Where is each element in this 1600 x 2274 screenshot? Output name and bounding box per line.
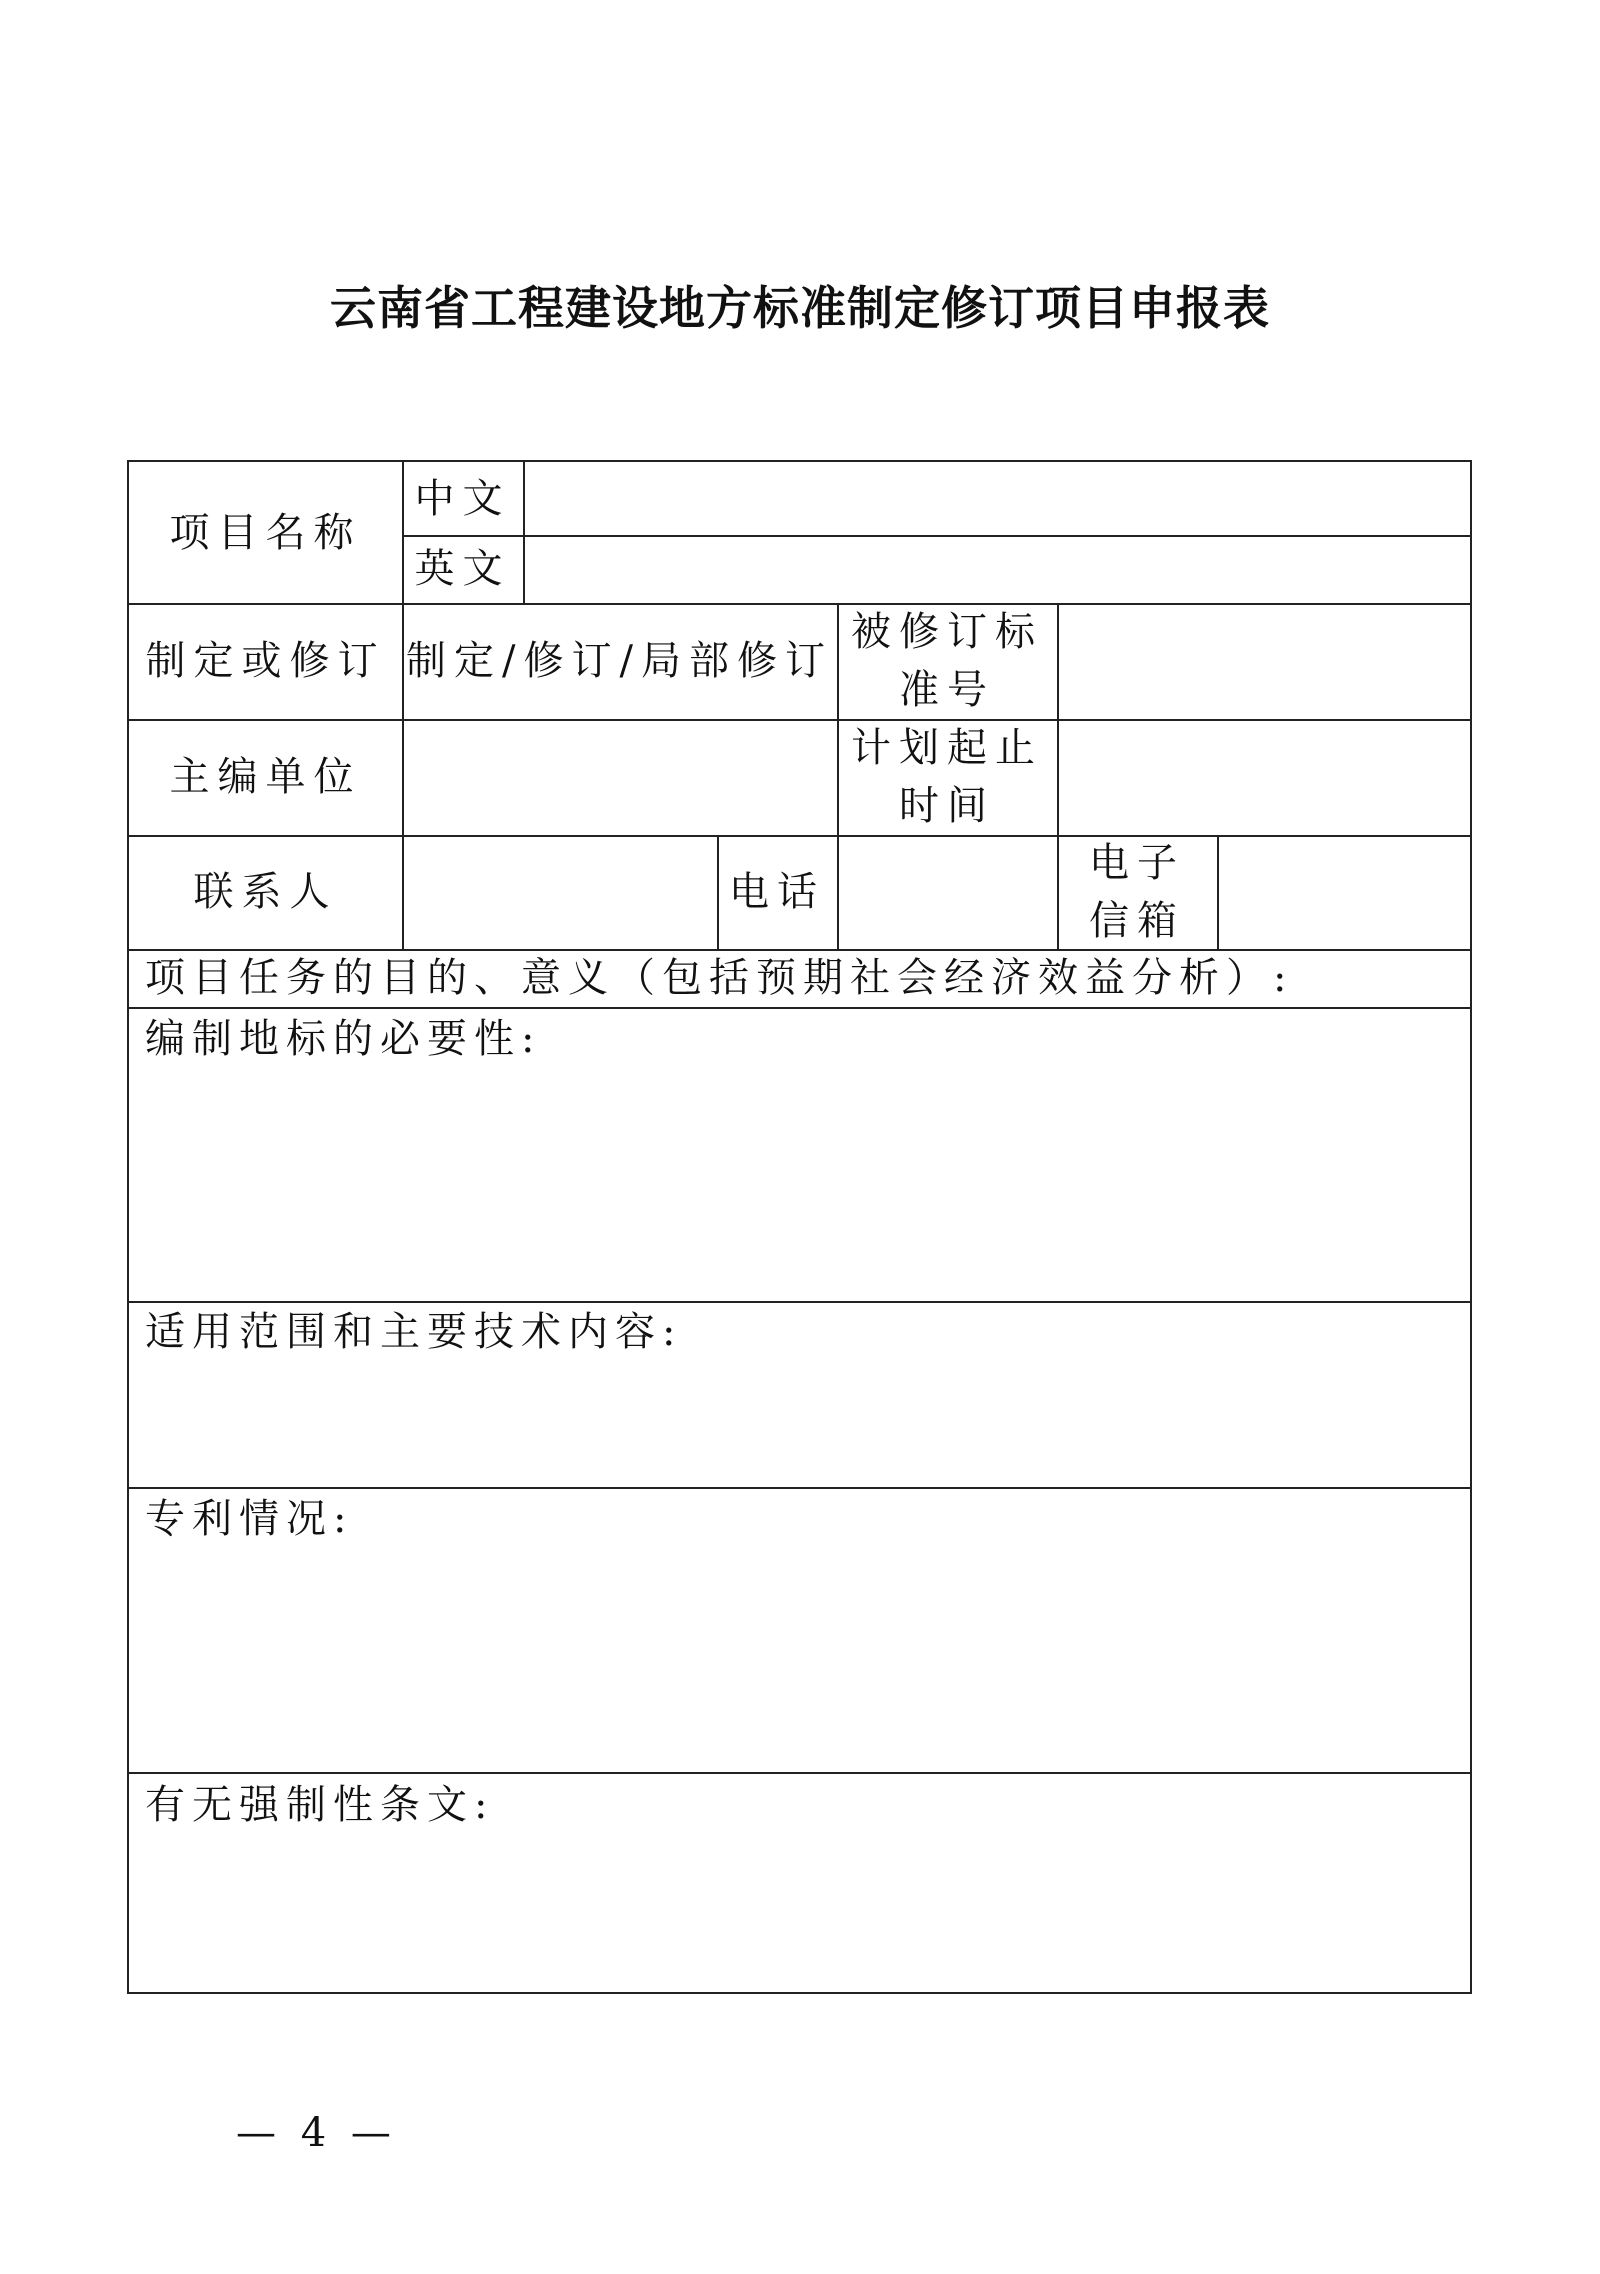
chief-unit-field[interactable] — [402, 719, 837, 835]
plan-time-field[interactable] — [1057, 719, 1472, 835]
revised-standard-label-line1: 被修订标 — [851, 609, 1043, 655]
rule-row4-bottom — [129, 949, 1472, 951]
revised-standard-field[interactable] — [1057, 603, 1472, 719]
english-name-field[interactable] — [523, 535, 1472, 603]
email-label-line2: 信箱 — [1089, 898, 1185, 944]
rule-scope-bottom — [129, 1487, 1472, 1489]
chinese-label: 中文 — [414, 475, 511, 522]
mandatory-label: 有无强制性条文: — [145, 1782, 495, 1828]
plan-time-label-line1: 计划起止 — [851, 725, 1043, 771]
revised-standard-label-line2: 准号 — [899, 667, 995, 713]
chief-unit-label: 主编单位 — [169, 754, 362, 800]
purpose-label: 项目任务的目的、意义（包括预期社会经济效益分析）: — [145, 955, 1294, 1001]
rule-necessity-bottom — [129, 1301, 1472, 1303]
necessity-label: 编制地标的必要性: — [145, 1016, 542, 1062]
form-title: 云南省工程建设地方标准制定修订项目申报表 — [330, 281, 1270, 335]
email-label-line1: 电子 — [1089, 840, 1185, 886]
chinese-name-field[interactable] — [523, 462, 1472, 535]
plan-time-label-line2: 时间 — [899, 783, 995, 829]
rule-purpose-bottom — [129, 1007, 1472, 1009]
type-value[interactable]: 制定/修订/局部修订 — [406, 638, 833, 684]
project-name-label: 项目名称 — [169, 509, 362, 556]
contact-label: 联系人 — [193, 869, 338, 915]
scope-label: 适用范围和主要技术内容: — [145, 1309, 683, 1355]
email-field[interactable] — [1217, 835, 1472, 949]
page-number: — 4 — — [236, 2110, 397, 2156]
english-label: 英文 — [414, 546, 511, 592]
revised-standard-label — [837, 603, 1057, 719]
email-label — [1057, 835, 1217, 949]
phone-label: 电话 — [729, 869, 825, 915]
rule-patent-bottom — [129, 1772, 1472, 1774]
contact-field[interactable] — [402, 835, 717, 949]
application-form-table — [127, 460, 1472, 1994]
patent-label: 专利情况: — [145, 1496, 354, 1542]
plan-time-label — [837, 719, 1057, 835]
phone-field[interactable] — [837, 835, 1057, 949]
type-label: 制定或修订 — [145, 638, 386, 684]
